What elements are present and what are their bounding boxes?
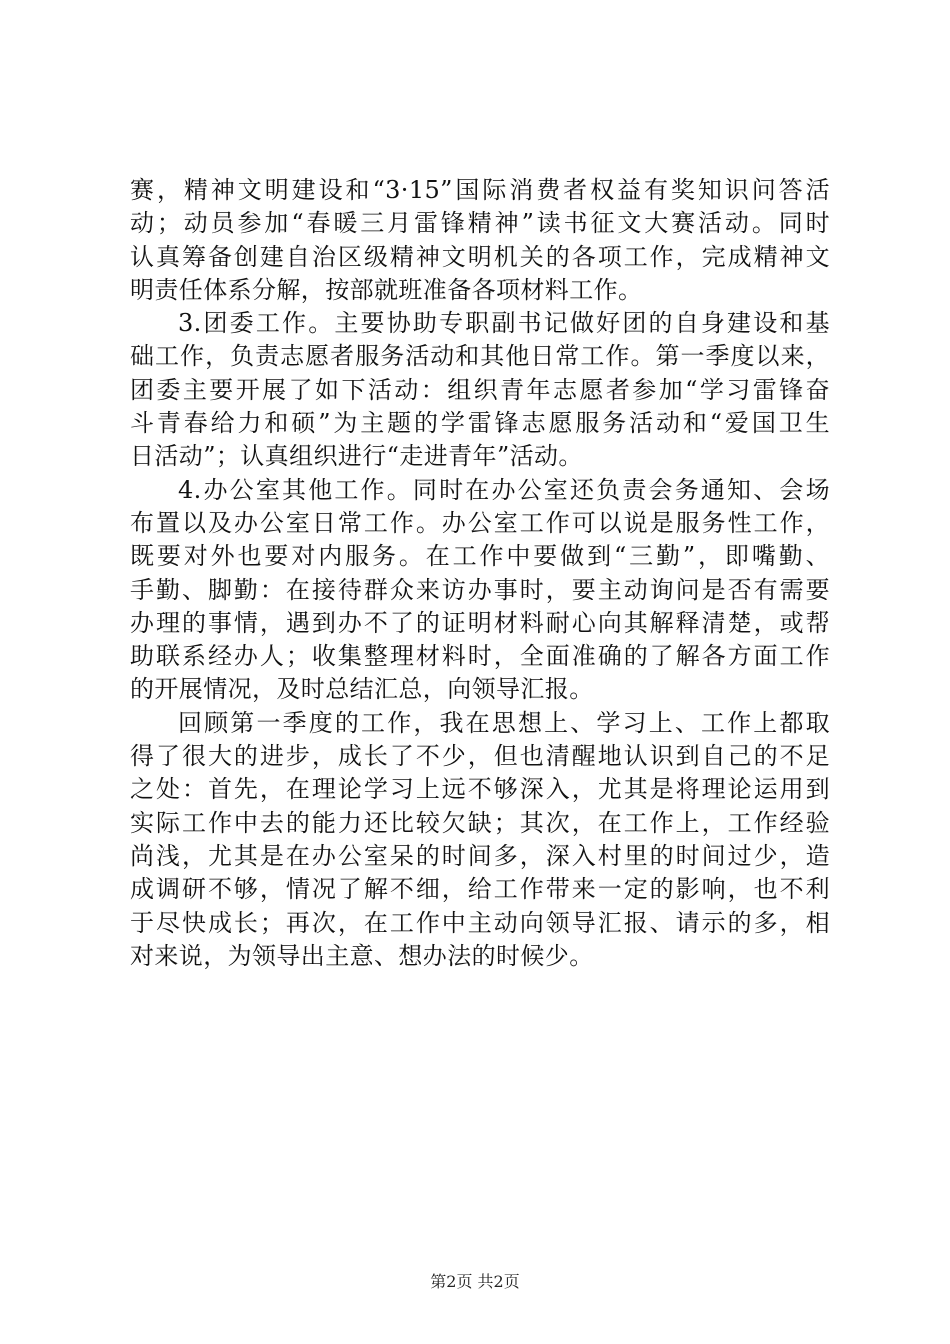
page-number-footer: 第2页 共2页 [430,1272,520,1291]
text-line: 赛，精神文明建设和“3·15”国际消费者权益有奖知识问答活 [130,176,830,204]
text-line: 于尽快成长；再次，在工作中主动向领导汇报、请示的多，相 [130,908,830,937]
text-line: 明责任体系分解，按部就班准备各项材料工作。 [130,275,643,304]
text-line: 认真筹备创建自治区级精神文明机关的各项工作，完成精神文 [130,242,830,271]
text-line: 成调研不够，情况了解不细，给工作带来一定的影响，也不利 [130,875,830,904]
text-line: 助联系经办人；收集整理材料时，全面准确的了解各方面工作 [130,642,830,671]
text-line: 日活动”；认真组织进行“走进青年”活动。 [130,442,583,471]
text-line: 尚浅，尤其是在办公室呆的时间多，深入村里的时间过少，造 [130,841,830,870]
text-line: 动；动员参加“春暖三月雷锋精神”读书征文大赛活动。同时 [130,209,830,238]
text-line: 斗青春给力和硕”为主题的学雷锋志愿服务活动和“爱国卫生 [130,409,830,438]
text-line: 回顾第一季度的工作，我在思想上、学习上、工作上都取 [178,708,830,737]
text-line: 对来说，为领导出主意、想办法的时候少。 [130,941,594,970]
document-body [130,174,830,973]
text-line: 办理的事情，遇到办不了的证明材料耐心向其解释清楚，或帮 [130,608,830,637]
text-line: 既要对外也要对内服务。在工作中要做到“三勤”，即嘴勤、 [130,542,830,571]
text-line: 3.团委工作。主要协助专职副书记做好团的自身建设和基 [178,309,830,338]
text-line: 实际工作中去的能力还比较欠缺；其次，在工作上，工作经验 [130,808,830,837]
text-line: 4.办公室其他工作。同时在办公室还负责会务通知、会场 [178,475,830,504]
text-line: 础工作，负责志愿者服务活动和其他日常工作。第一季度以来， [130,342,830,371]
text-line: 手勤、脚勤：在接待群众来访办事时，要主动询问是否有需要 [130,575,830,604]
text-line: 之处：首先，在理论学习上远不够深入，尤其是将理论运用到 [130,775,830,804]
text-line: 得了很大的进步，成长了不少，但也清醒地认识到自己的不足 [130,742,830,771]
text-line: 的开展情况，及时总结汇总，向领导汇报。 [130,675,594,704]
text-line: 布置以及办公室日常工作。办公室工作可以说是服务性工作， [130,508,830,537]
text-line: 团委主要开展了如下活动：组织青年志愿者参加“学习雷锋奋 [130,375,830,404]
